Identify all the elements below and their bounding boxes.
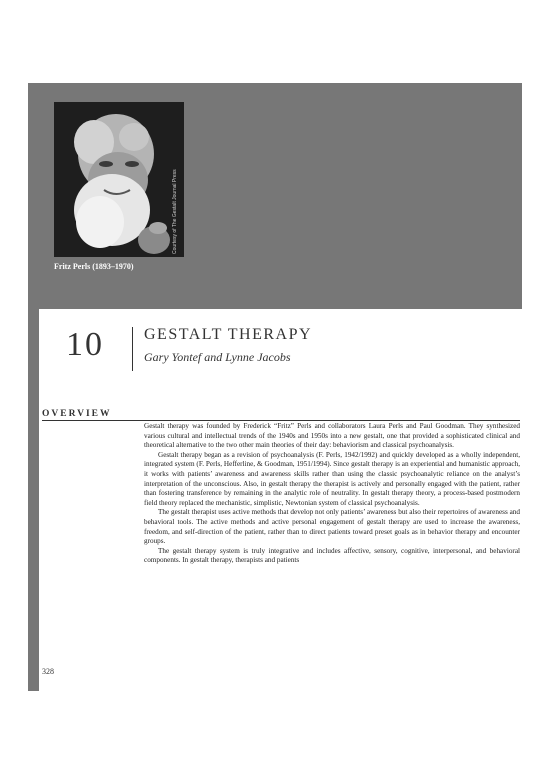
chapter-number: 10 (66, 326, 104, 363)
paragraph: The gestalt therapy system is truly integrative and includes affective, sensory, cognitive, interpersonal, and behavioral components. In gestalt therapy, therapists and patients (144, 546, 520, 565)
paragraph: Gestalt therapy was founded by Frederick “Fritz” Perls and collaborators Laura Perls and Paul Goodman. They synthesized various cultural and intellectual trends of the 1940s and 1950s into a new gestalt, one that provided a sophisticated clinical and theoretical alternative to the two other main theories of their day: behaviorism and classical psychoanalysis. (144, 422, 520, 450)
portrait-image (54, 102, 184, 257)
chapter-divider (132, 327, 133, 371)
section-divider (42, 420, 520, 421)
chapter-title: GESTALT THERAPY (144, 326, 313, 343)
section-heading: OVERVIEW (42, 409, 112, 419)
paragraph: Gestalt therapy began as a revision of psychoanalysis (F. Perls, 1942/1992) and quickly developed as a wholly independent, integrated system (F. Perls, Hefferline, & Goodman, 1951/1994). Since gestalt therapy is an experiential and humanistic approach, it works with patients’ awareness and awareness skills rather than using the classic psychoanalytic reliance on the analyst’s interpretation of the unconscious. Also, in gestalt therapy the therapist is actively and personally engaged with the patient, rather than fostering transference by remaining in the analytic role of neutrality. In gestalt therapy theory, a process-based postmodern field theory replaced the mechanistic, simplistic, Newtonian system of classical psychoanalysis. (144, 450, 520, 507)
body-text (144, 422, 520, 566)
paragraph: The gestalt therapist uses active methods that develop not only patients’ awareness but also their repertoires of awareness and behavioral tools. The active methods and active personal engagement of gestalt therapy are used to increase the awareness, freedom, and self-direction of the patient, rather than to direct patients toward preset goals as in behavior therapy and encounter groups. (144, 508, 520, 546)
photo-credit: Courtesy of The Gestalt Journal Press (172, 169, 178, 254)
photo-caption: Fritz Perls (1893–1970) (54, 262, 134, 271)
author-portrait-photo (54, 102, 184, 257)
chapter-authors: Gary Yontef and Lynne Jacobs (144, 350, 291, 364)
page-number: 328 (42, 667, 54, 676)
